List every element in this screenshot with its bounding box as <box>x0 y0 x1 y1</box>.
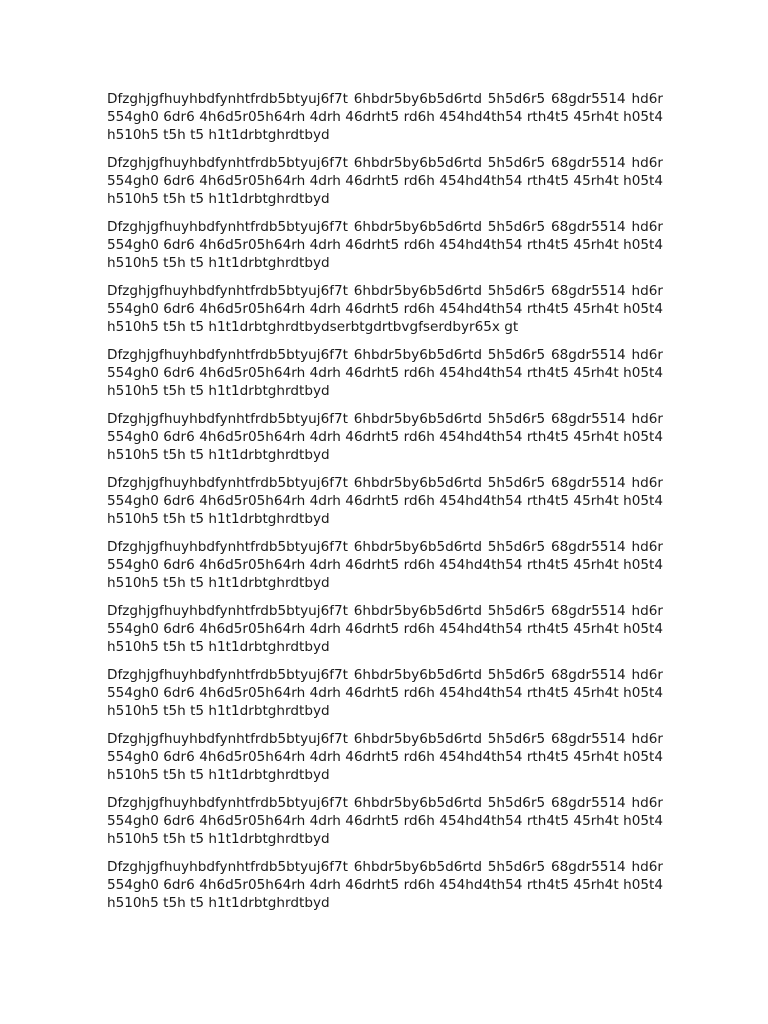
paragraph-7: Dfzghjgfhuyhbdfynhtfrdb5btyuj6f7t 6hbdr5by6b5d6rtd 5h5d6r5 68gdr5514 hd6r554gh0 6dr6 4h6d5r05h64rh 4drh 46drht5 rd6h 454hd4th54 rth4t5 45rh4t h05t4 h510h5 t5h t5 h1t1drbtghrdtbyd <box>107 475 663 527</box>
paragraph-10: Dfzghjgfhuyhbdfynhtfrdb5btyuj6f7t 6hbdr5by6b5d6rtd 5h5d6r5 68gdr5514 hd6r554gh0 6dr6 4h6d5r05h64rh 4drh 46drht5 rd6h 454hd4th54 rth4t5 45rh4t h05t4 h510h5 t5h t5 h1t1drbtghrdtbyd <box>107 667 663 719</box>
paragraph-12: Dfzghjgfhuyhbdfynhtfrdb5btyuj6f7t 6hbdr5by6b5d6rtd 5h5d6r5 68gdr5514 hd6r554gh0 6dr6 4h6d5r05h64rh 4drh 46drht5 rd6h 454hd4th54 rth4t5 45rh4t h05t4 h510h5 t5h t5 h1t1drbtghrdtbyd <box>107 795 663 847</box>
paragraph-5: Dfzghjgfhuyhbdfynhtfrdb5btyuj6f7t 6hbdr5by6b5d6rtd 5h5d6r5 68gdr5514 hd6r554gh0 6dr6 4h6d5r05h64rh 4drh 46drht5 rd6h 454hd4th54 rth4t5 45rh4t h05t4 h510h5 t5h t5 h1t1drbtghrdtbyd <box>107 347 663 399</box>
document-body <box>107 90 663 922</box>
paragraph-4: Dfzghjgfhuyhbdfynhtfrdb5btyuj6f7t 6hbdr5by6b5d6rtd 5h5d6r5 68gdr5514 hd6r554gh0 6dr6 4h6d5r05h64rh 4drh 46drht5 rd6h 454hd4th54 rth4t5 45rh4t h05t4 h510h5 t5h t5 h1t1drbtghrdtbydserbtgdrtbvgfserdbyr65x gt <box>107 283 663 335</box>
paragraph-13: Dfzghjgfhuyhbdfynhtfrdb5btyuj6f7t 6hbdr5by6b5d6rtd 5h5d6r5 68gdr5514 hd6r554gh0 6dr6 4h6d5r05h64rh 4drh 46drht5 rd6h 454hd4th54 rth4t5 45rh4t h05t4 h510h5 t5h t5 h1t1drbtghrdtbyd <box>107 859 663 911</box>
paragraph-9: Dfzghjgfhuyhbdfynhtfrdb5btyuj6f7t 6hbdr5by6b5d6rtd 5h5d6r5 68gdr5514 hd6r554gh0 6dr6 4h6d5r05h64rh 4drh 46drht5 rd6h 454hd4th54 rth4t5 45rh4t h05t4 h510h5 t5h t5 h1t1drbtghrdtbyd <box>107 603 663 655</box>
paragraph-2: Dfzghjgfhuyhbdfynhtfrdb5btyuj6f7t 6hbdr5by6b5d6rtd 5h5d6r5 68gdr5514 hd6r554gh0 6dr6 4h6d5r05h64rh 4drh 46drht5 rd6h 454hd4th54 rth4t5 45rh4t h05t4 h510h5 t5h t5 h1t1drbtghrdtbyd <box>107 155 663 207</box>
paragraph-11: Dfzghjgfhuyhbdfynhtfrdb5btyuj6f7t 6hbdr5by6b5d6rtd 5h5d6r5 68gdr5514 hd6r554gh0 6dr6 4h6d5r05h64rh 4drh 46drht5 rd6h 454hd4th54 rth4t5 45rh4t h05t4 h510h5 t5h t5 h1t1drbtghrdtbyd <box>107 731 663 783</box>
paragraph-8: Dfzghjgfhuyhbdfynhtfrdb5btyuj6f7t 6hbdr5by6b5d6rtd 5h5d6r5 68gdr5514 hd6r554gh0 6dr6 4h6d5r05h64rh 4drh 46drht5 rd6h 454hd4th54 rth4t5 45rh4t h05t4 h510h5 t5h t5 h1t1drbtghrdtbyd <box>107 539 663 591</box>
paragraph-6: Dfzghjgfhuyhbdfynhtfrdb5btyuj6f7t 6hbdr5by6b5d6rtd 5h5d6r5 68gdr5514 hd6r554gh0 6dr6 4h6d5r05h64rh 4drh 46drht5 rd6h 454hd4th54 rth4t5 45rh4t h05t4 h510h5 t5h t5 h1t1drbtghrdtbyd <box>107 411 663 463</box>
paragraph-3: Dfzghjgfhuyhbdfynhtfrdb5btyuj6f7t 6hbdr5by6b5d6rtd 5h5d6r5 68gdr5514 hd6r554gh0 6dr6 4h6d5r05h64rh 4drh 46drht5 rd6h 454hd4th54 rth4t5 45rh4t h05t4 h510h5 t5h t5 h1t1drbtghrdtbyd <box>107 219 663 271</box>
paragraph-1: Dfzghjgfhuyhbdfynhtfrdb5btyuj6f7t 6hbdr5by6b5d6rtd 5h5d6r5 68gdr5514 hd6r554gh0 6dr6 4h6d5r05h64rh 4drh 46drht5 rd6h 454hd4th54 rth4t5 45rh4t h05t4 h510h5 t5h t5 h1t1drbtghrdtbyd <box>107 91 663 143</box>
